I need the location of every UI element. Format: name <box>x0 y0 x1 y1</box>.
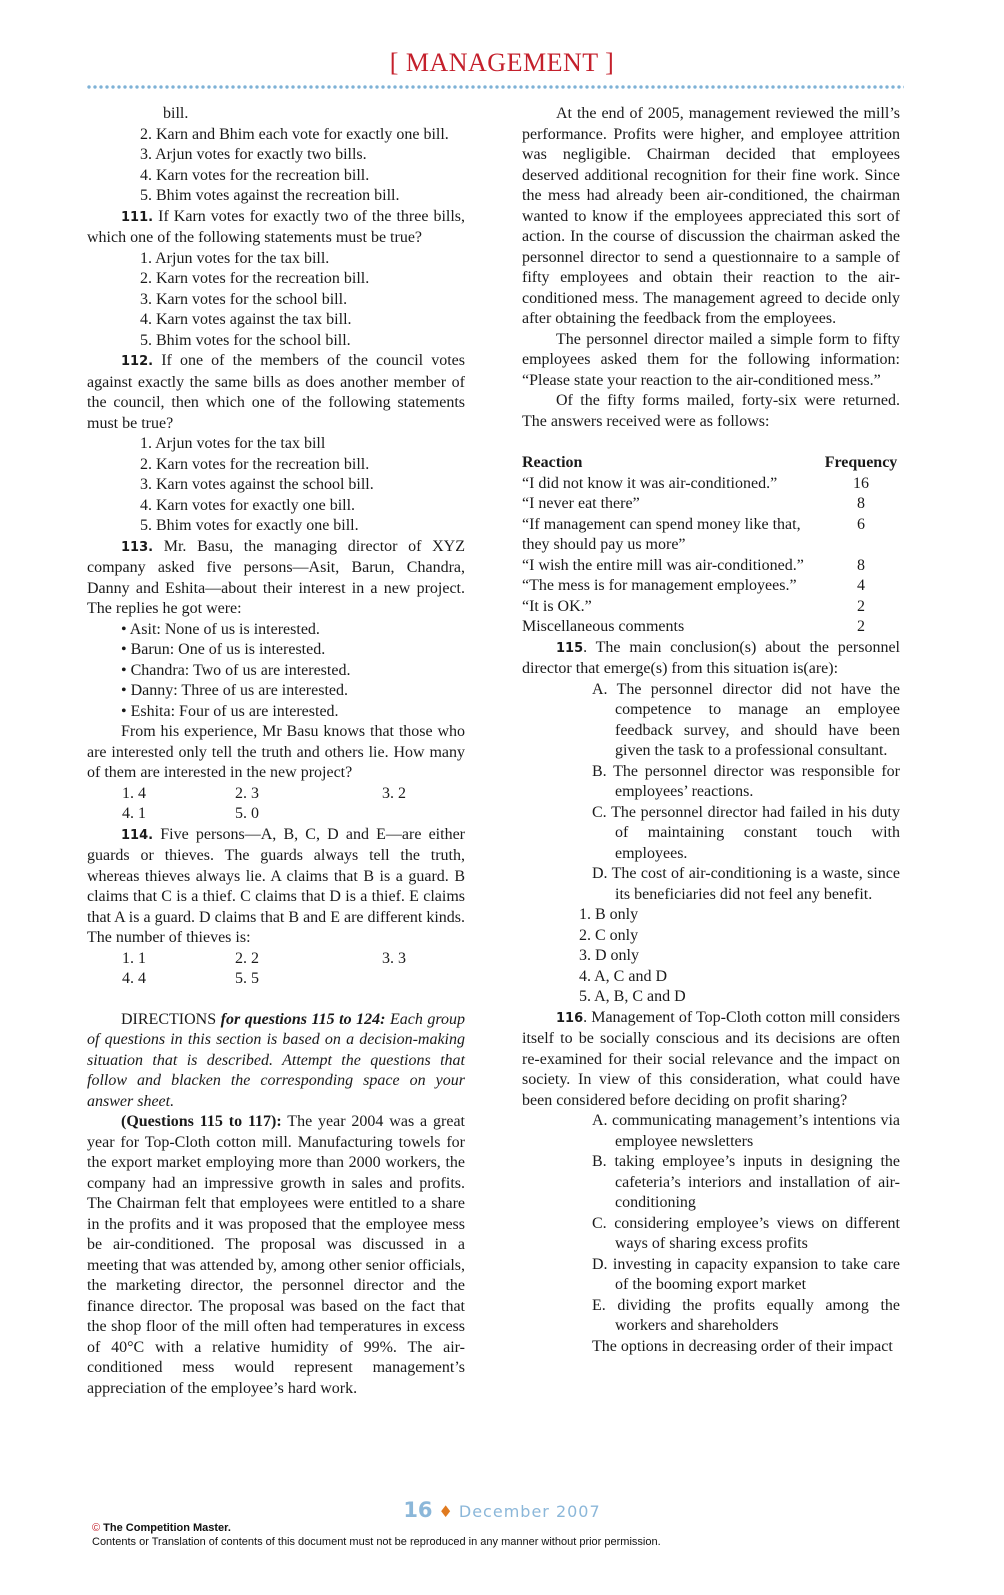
option: 5. Bhim votes for the school bill. <box>140 331 351 349</box>
question-text: . Management of Top-Cloth cotton mill considers itself to be socially conscious and its decisions are often re-examined for their social relevance and the impact on society. In view of this consideration, what could have been considered before deciding on profit sharing? <box>522 1008 900 1109</box>
page-number: 16 <box>403 1498 433 1522</box>
option: 5. A, B, C and D <box>579 988 686 1005</box>
table-row <box>522 494 900 515</box>
right-column <box>522 104 900 1357</box>
table-row <box>522 556 900 577</box>
option: 1. 4 <box>122 784 146 802</box>
reaction-cell: Miscellaneous comments <box>522 618 685 635</box>
statement: D. investing in capacity expansion to take care of the booming export market <box>592 1255 900 1293</box>
statement: C. The personnel director had failed in his duty of maintaining constant touch with employees. <box>592 803 900 862</box>
prev-option: 4. Karn votes for the recreation bill. <box>140 166 370 184</box>
question-text: Five persons—A, B, C, D and E—are either guards or thieves. The guards always tell the truth, whereas thieves always lie. A claims that B is a guard. B claims that C is a thief. C claims that D is a thief. E claims that A is a guard. D claims that B and E are different kinds. The number of thieves is: <box>87 825 465 946</box>
reaction-cell: “I did not know it was air-conditioned.” <box>522 474 778 492</box>
option: 4. Karn votes against the tax bill. <box>140 311 352 328</box>
frequency-cell: 8 <box>857 556 865 574</box>
option: 2. C only <box>579 926 639 944</box>
case-text: The year 2004 was a great year for Top-Cloth cotton mill. Manufacturing towels for the export market employing more than 2000 workers, the company had an impressive growth in sales and profits. The Chairman felt that employees were entitled to a share in the profits and it was proposed that the employee mess be air-conditioned. The proposal was discussed in a meeting that was attended by, among other senior officials, the marketing director, the personnel director and the finance director. The proposal was based on the fact that the shop floor of the mill often had temperatures in excess of 40°C with a relative humidity of 99%. The air-conditioned mess would represent management’s appreciation of the employee’s hard work. <box>87 1113 465 1397</box>
frequency-cell: 4 <box>857 577 865 594</box>
diamond-icon: ♦ <box>438 1502 453 1521</box>
question-116 <box>522 1008 900 1112</box>
option: 3. Karn votes for the school bill. <box>140 290 348 308</box>
reaction-cell: “It is OK.” <box>522 597 592 615</box>
table-row <box>522 576 900 597</box>
reaction-cell: “I never eat there” <box>522 495 640 512</box>
question-113 <box>87 537 465 620</box>
prev-option: 3. Arjun votes for exactly two bills. <box>140 146 367 163</box>
reply-item: • Asit: None of us is interested. <box>121 620 320 638</box>
options-row <box>87 969 465 990</box>
statement: B. The personnel director was responsible for employees’ reactions. <box>592 762 900 800</box>
table-row <box>522 597 900 618</box>
table-row <box>522 474 900 495</box>
frequency-cell: 2 <box>857 597 865 615</box>
statement: D. The cost of air-conditioning is a waste, since its beneficiaries did not feel any benefit. <box>592 865 900 903</box>
option: 1. B only <box>579 906 639 923</box>
option: 5. Bhim votes for exactly one bill. <box>140 517 359 534</box>
directions-label: DIRECTIONS <box>121 1010 217 1028</box>
option: 3. 2 <box>382 784 406 802</box>
section-header: [ MANAGEMENT ] <box>389 48 615 77</box>
option: 3. 3 <box>382 949 406 967</box>
frequency-cell: 6 <box>857 515 865 533</box>
frequency-table <box>522 453 900 638</box>
option: 1. Arjun votes for the tax bill. <box>140 249 330 267</box>
statement: A. The personnel director did not have the competence to manage an employee feedback survey, and should have been given the task to a professional consultant. <box>592 680 900 759</box>
option: 3. Karn votes against the school bill. <box>140 476 374 493</box>
statement: A. communicating management’s intentions via employee newsletters <box>592 1112 900 1150</box>
option: 4. A, C and D <box>579 967 667 985</box>
table-header-row <box>522 453 900 474</box>
reaction-cell: “I wish the entire mill was air-conditioned.” <box>522 556 804 574</box>
statement: E. dividing the profits equally among the workers and shareholders <box>592 1296 900 1334</box>
question-text: Mr. Basu, the managing director of XYZ company asked five persons—Asit, Barun, Chandra, Danny and Eshita—about their interest in a new project. The replies he got were: <box>87 537 466 617</box>
reaction-cell: “If management can spend money like that, they should pay us more” <box>522 515 801 553</box>
question-number: 111. <box>121 209 154 225</box>
question-113-followup: From his experience, Mr Basu knows that those who are interested only tell the truth and others lie. How many of them are interested in the new project? <box>87 723 465 781</box>
col-frequency: Frequency <box>824 454 898 471</box>
option: 2. Karn votes for the recreation bill. <box>140 270 370 287</box>
prev-option: 5. Bhim votes against the recreation bill. <box>140 187 400 204</box>
question-text: If Karn votes for exactly two of the three bills, which one of the following statements must be true? <box>87 207 465 246</box>
option: 1. 1 <box>122 949 146 967</box>
page-footer <box>0 1498 1004 1522</box>
option: 4. 4 <box>122 970 146 987</box>
question-114 <box>87 825 465 949</box>
options-row <box>87 804 465 825</box>
reply-item: • Danny: Three of us are interested. <box>121 682 348 699</box>
question-number: 112. <box>121 354 154 369</box>
col-reaction: Reaction <box>522 454 583 471</box>
option: 2. 2 <box>235 949 259 967</box>
frequency-cell: 2 <box>857 618 865 635</box>
prev-option: 2. Karn and Bhim each vote for exactly one bill. <box>140 125 449 143</box>
publisher-name: The Competition Master. <box>103 1522 231 1534</box>
option: 3. D only <box>579 947 639 964</box>
question-text: . The main conclusion(s) about the personnel director that emerge(s) from this situation is(are): <box>522 638 900 677</box>
question-number: 113. <box>121 539 154 555</box>
options-row <box>87 949 465 970</box>
frequency-cell: 16 <box>853 474 869 492</box>
dotted-divider <box>86 84 904 90</box>
statement: C. considering employee’s views on different ways of sharing excess profits <box>592 1214 900 1252</box>
table-row <box>522 515 900 556</box>
directions-text: Each group of questions in this section is based on a decision-making situation that is described. Attempt the questions that follow and blacken the corresponding space on your answer sheet. <box>87 1010 465 1110</box>
option: 5. 0 <box>235 805 259 822</box>
question-112 <box>87 351 465 434</box>
option: 2. Karn votes for the recreation bill. <box>140 455 370 473</box>
paragraph: The personnel director mailed a simple form to fifty employees asked them for the following information: “Please state your reaction to the air-conditioned mess.” <box>522 330 900 389</box>
question-111 <box>87 207 465 249</box>
table-row <box>522 617 900 638</box>
paragraph: Of the fifty forms mailed, forty-six were returned. The answers received were as follows: <box>522 392 900 430</box>
reply-item: • Eshita: Four of us are interested. <box>121 702 339 720</box>
left-column <box>87 104 465 1399</box>
reaction-cell: “The mess is for management employees.” <box>522 577 797 594</box>
question-number: 116 <box>556 1010 584 1026</box>
options-row <box>87 784 465 805</box>
reply-item: • Chandra: Two of us are interested. <box>121 661 351 679</box>
reply-item: • Barun: One of us is interested. <box>121 641 326 658</box>
case-passage <box>87 1112 465 1399</box>
issue-date: December 2007 <box>458 1502 601 1521</box>
statement: B. taking employee’s inputs in designing the cafeteria’s interiors and installation of air-conditioning <box>592 1153 900 1211</box>
question-number: 115 <box>556 640 584 656</box>
frequency-cell: 8 <box>857 495 865 512</box>
directions-range: for questions 115 to 124: <box>216 1010 386 1028</box>
question-115 <box>522 638 900 680</box>
option: 2. 3 <box>235 784 259 802</box>
option: 5. 5 <box>235 970 259 987</box>
question-116-tail: The options in decreasing order of their impact <box>592 1337 893 1355</box>
copyright-text: Contents or Translation of contents of this document must not be reproduced in any manner without prior permission. <box>92 1536 661 1548</box>
case-label: (Questions 115 to 117): <box>121 1113 282 1130</box>
paragraph: At the end of 2005, management reviewed the mill’s performance. Profits were higher, and employee attrition was negligible. Chairman decided that employees deserved additional recognition for their fine work. Since the mess had already been air-conditioned, the chairman wanted to know if the employees appreciated this sort of action. In the course of discussion the chairman asked the personnel director to send a questionnaire to a sample of fifty employees and obtain their reaction to the air-conditioned mess. The management agreed to decide only after obtaining the feedback from the employees. <box>522 105 900 327</box>
option: 4. Karn votes for exactly one bill. <box>140 496 356 514</box>
option: 1. Arjun votes for the tax bill <box>140 435 326 452</box>
option: 4. 1 <box>122 805 146 822</box>
directions <box>87 1010 465 1113</box>
question-number: 114. <box>121 827 154 843</box>
copyright-icon: © <box>92 1522 101 1534</box>
prev-tail: bill. <box>163 105 189 122</box>
copyright-notice <box>92 1521 661 1549</box>
question-text: If one of the members of the council votes against exactly the same bills as does another member of the council, then which one of the following statements must be true? <box>87 352 466 432</box>
